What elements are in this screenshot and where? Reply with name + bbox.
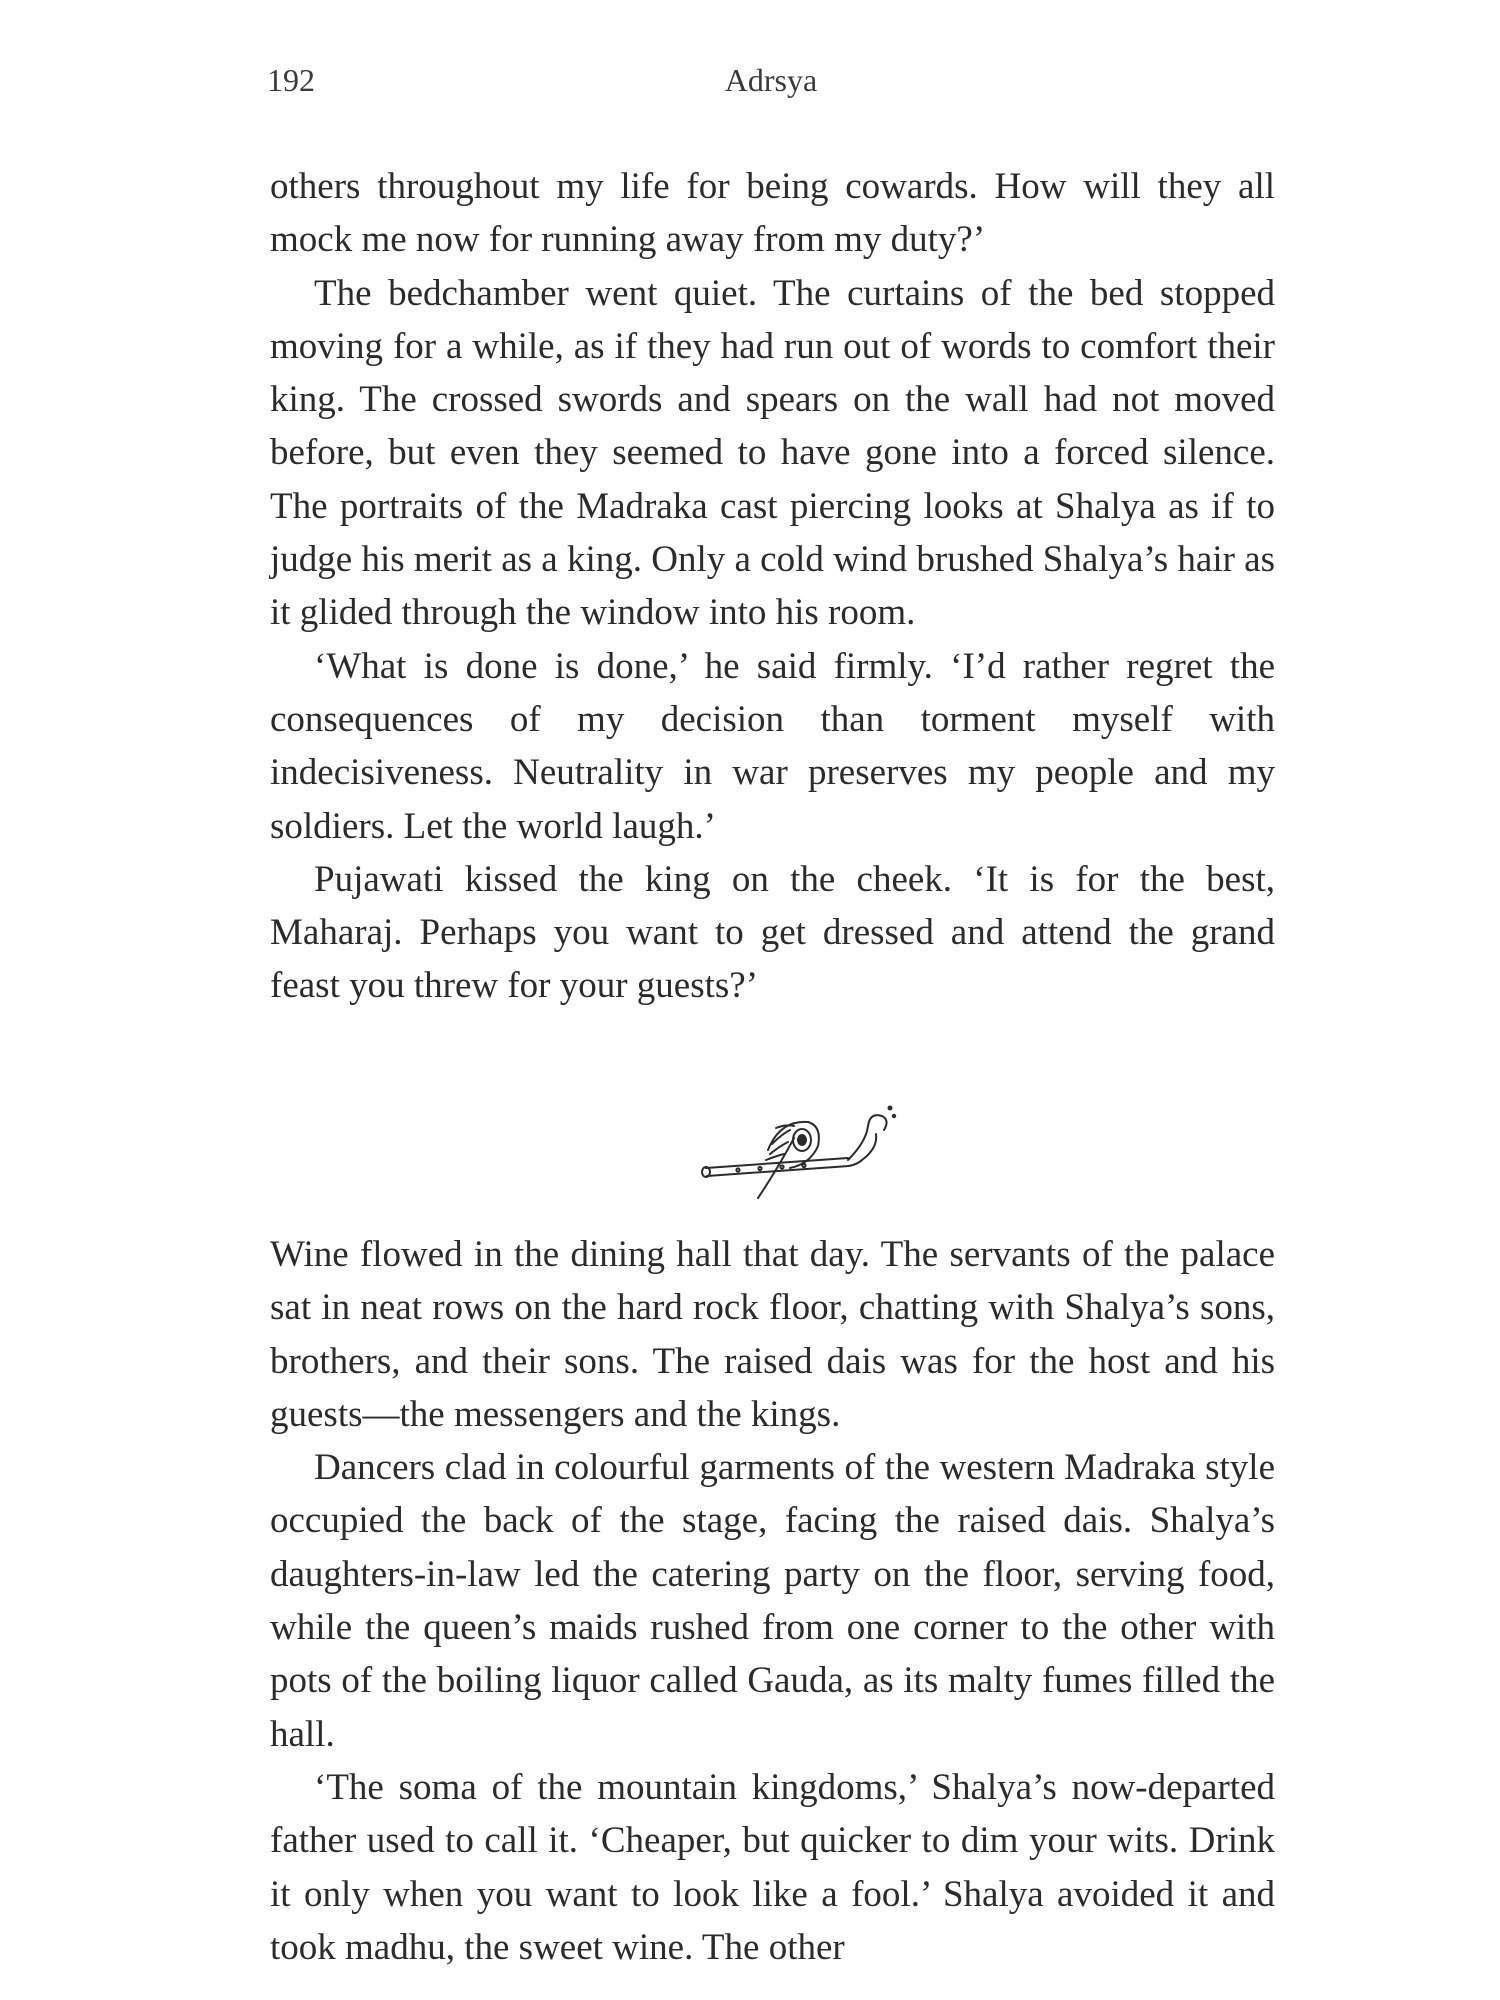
flute-peacock-feather-icon — [698, 1098, 898, 1208]
running-head — [267, 62, 1275, 102]
running-title: Adrsya — [724, 62, 818, 98]
paragraph: Pujawati kissed the king on the cheek. ‘It is for the best, Maharaj. Perhaps you want to get dressed and attend the grand feast you threw for your guests?’ — [270, 858, 1275, 1007]
paragraph: ‘What is done is done,’ he said firmly. ‘I’d rather regret the consequences of my decision than torment myself with indecisiveness. Neutrality in war preserves my people and my soldiers. Let the world laugh.’ — [270, 645, 1275, 847]
paragraph: Wine flowed in the dining hall that day. The servants of the palace sat in neat rows on the hard rock floor, chatting with Shalya’s sons, brothers, and their sons. The raised dais was for the host and his guests—the messengers and the kings. — [270, 1234, 1275, 1435]
paragraph: Dancers clad in colourful garments of the western Madraka style occupied the back of the stage, facing the raised dais. Shalya’s daughters-in-law led the catering party on the floor, serving food, while the queen’s maids rushed from one corner to the other with pots of the boiling liquor called Gauda, as its malty fumes filled the hall. — [270, 1447, 1275, 1755]
paragraph: ‘The soma of the mountain kingdoms,’ Shalya’s now-departed father used to call it. ‘Cheaper, but quicker to dim your wits. Drink it only when you want to look like a fool.’ Shalya avoided it and took madhu, the sweet wine. The other — [270, 1766, 1275, 1968]
paragraph: others throughout my life for being cowards. How will they all mock me now for running away from my duty?’ — [270, 166, 1275, 261]
paragraph: The bedchamber went quiet. The curtains of the bed stopped moving for a while, as if they had run out of words to comfort their king. The crossed swords and spears on the wall had not moved before, but even they seemed to have gone into a forced silence. The portraits of the Madraka cast piercing looks at Shalya as if to judge his merit as a king. Only a cold wind brushed Shalya’s hair as it glided through the window into his room. — [270, 272, 1275, 634]
section-two — [270, 1228, 1275, 1974]
section-one — [270, 160, 1275, 1013]
page-number: 192 — [267, 62, 315, 98]
